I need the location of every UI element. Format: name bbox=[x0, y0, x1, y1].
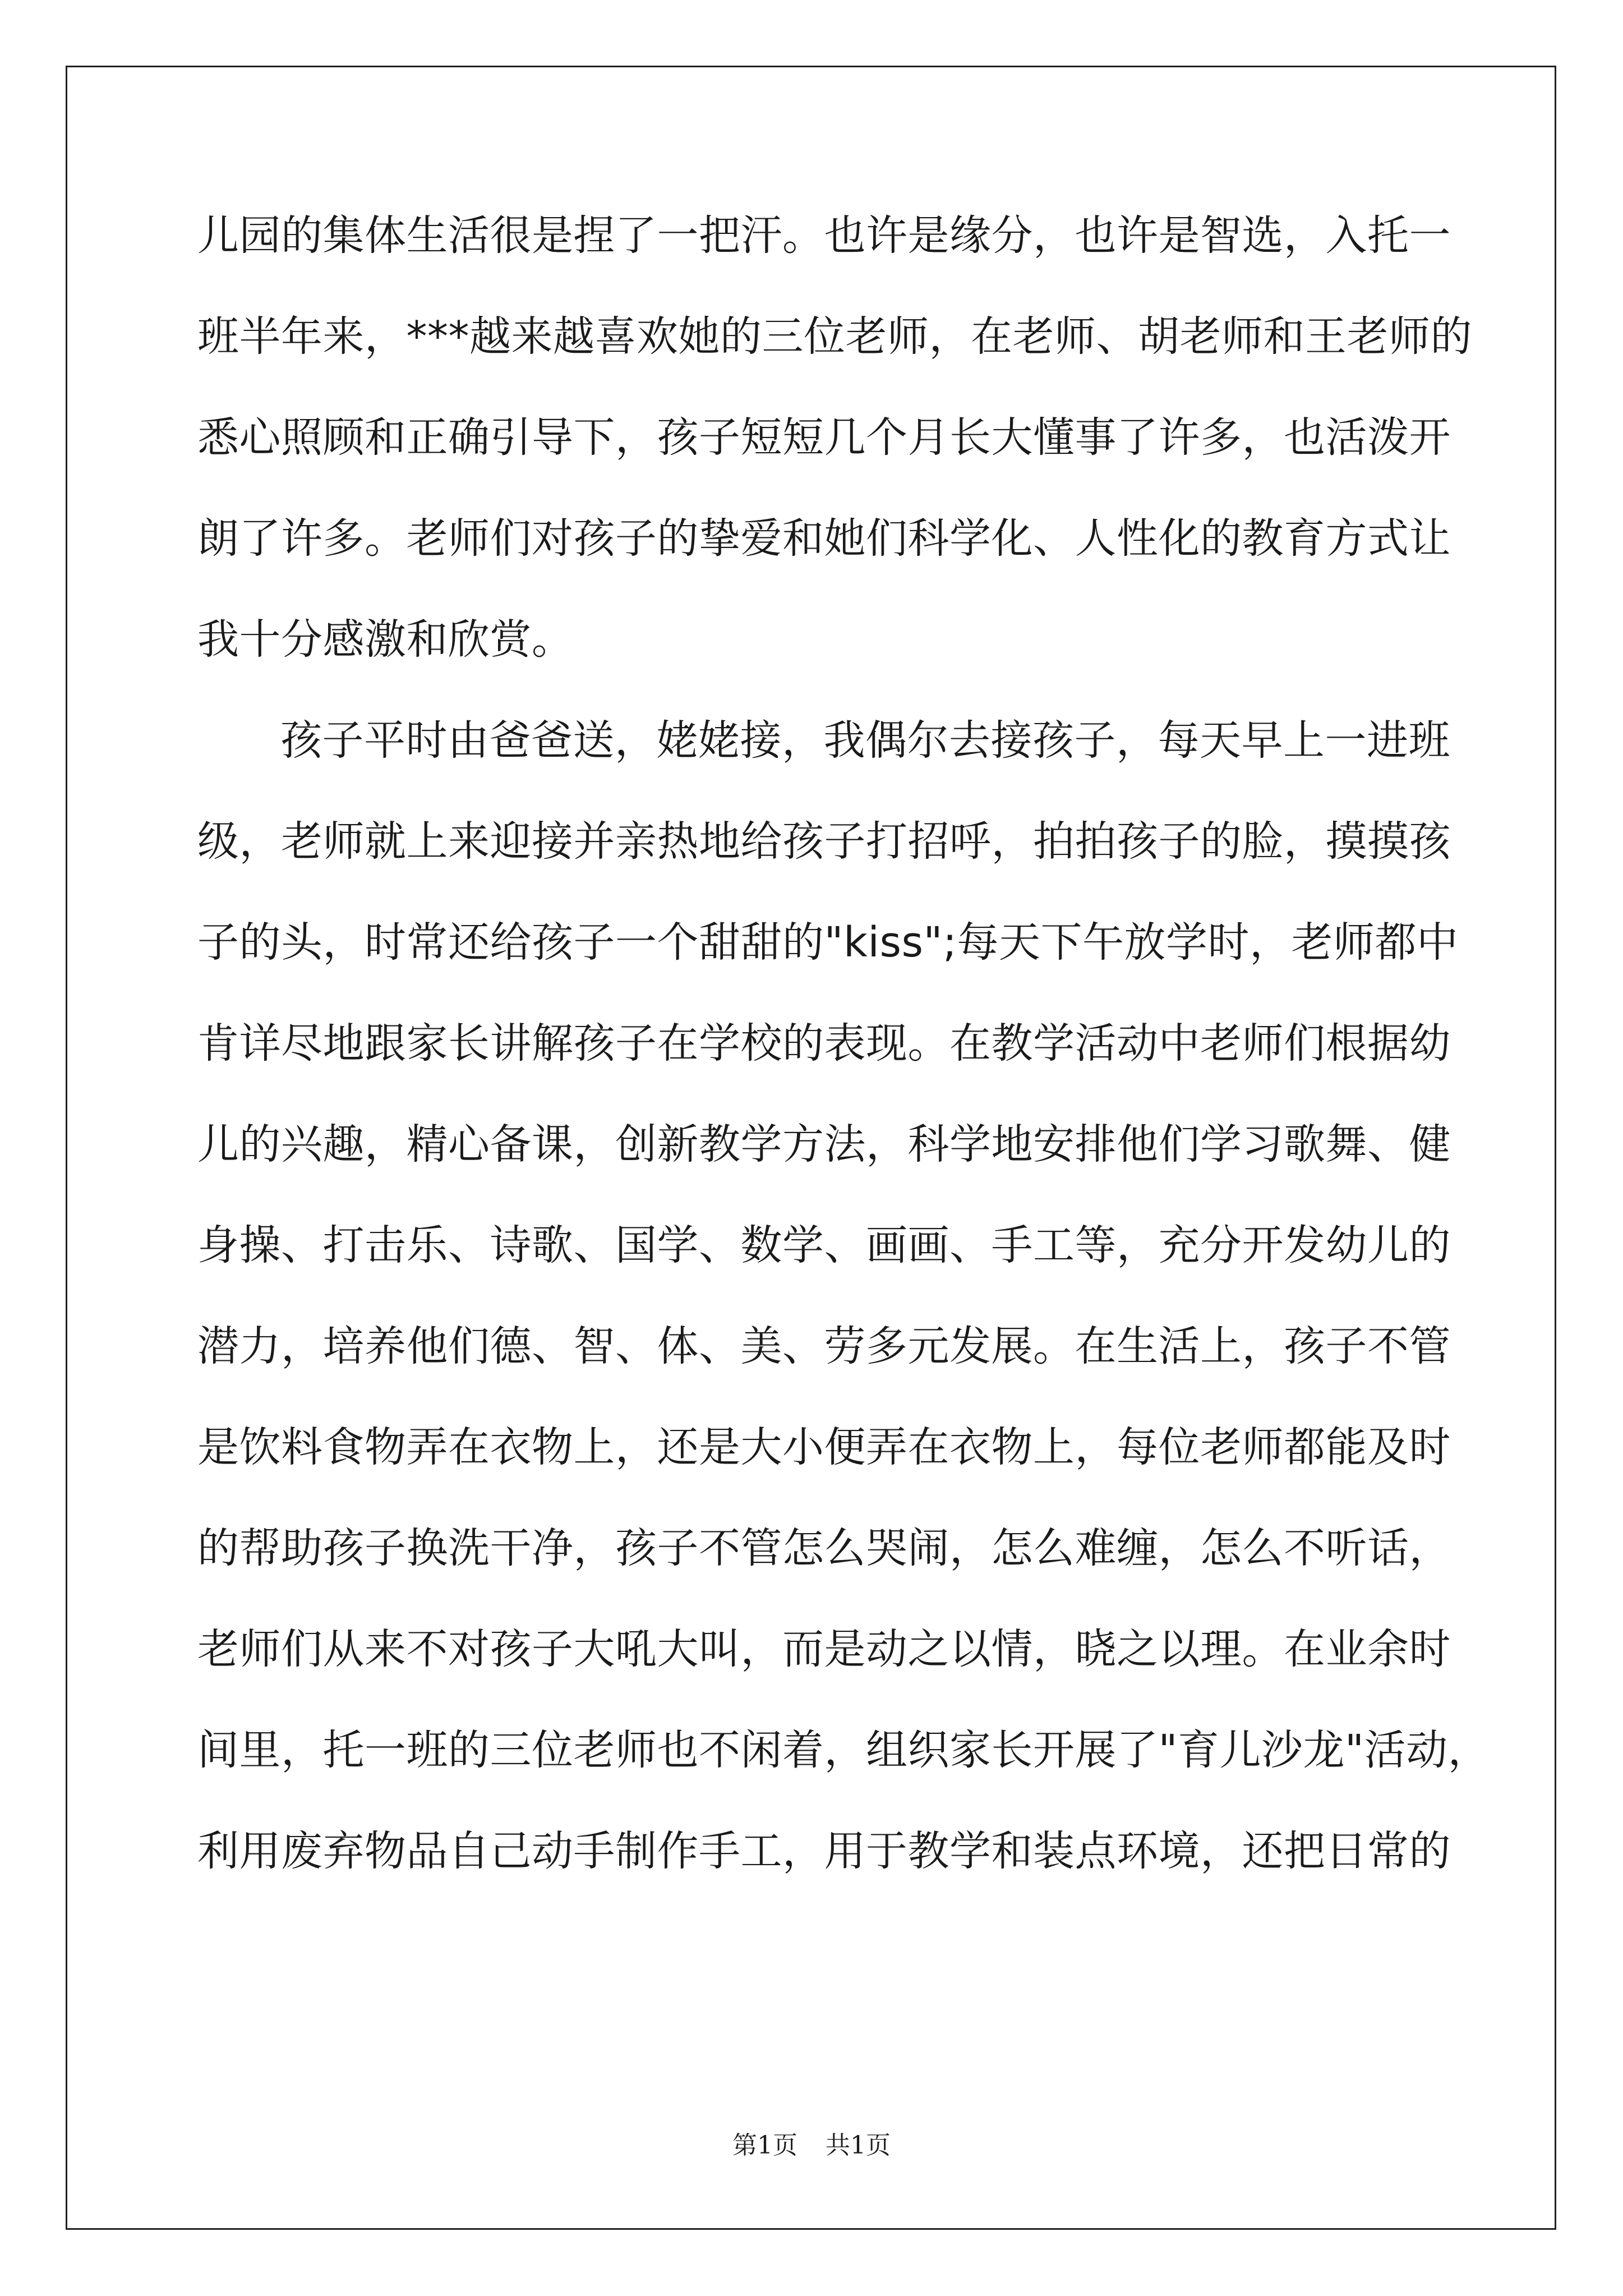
text-line: 是饮料食物弄在衣物上，还是大小便弄在衣物上，每位老师都能及时 bbox=[197, 1423, 1451, 1471]
text-line: 潜力，培养他们德、智、体、美、劳多元发展。在生活上，孩子不管 bbox=[197, 1322, 1451, 1370]
page-number: 第1页 bbox=[732, 2131, 797, 2160]
text-line: 利用废弃物品自己动手制作手工，用于教学和装点环境，还把日常的 bbox=[197, 1827, 1451, 1875]
text-line: 儿的兴趣，精心备课，创新教学方法，科学地安排他们学习歌舞、健 bbox=[197, 1120, 1451, 1168]
text-line: 级，老师就上来迎接并亲热地给孩子打招呼，拍拍孩子的脸，摸摸孩 bbox=[197, 817, 1451, 866]
text-line: 我十分感激和欣赏。 bbox=[197, 615, 574, 664]
text-line: 肯详尽地跟家长讲解孩子在学校的表现。在教学活动中老师们根据幼 bbox=[197, 1019, 1451, 1068]
text-line: 间里，托一班的三位老师也不闲着，组织家长开展了"育儿沙龙"活动， bbox=[197, 1726, 1490, 1774]
text-line: 班半年来，***越来越喜欢她的三位老师，在老师、胡老师和王老师的 bbox=[197, 312, 1472, 361]
text-line: 朗了许多。老师们对孩子的挚爱和她们科学化、人性化的教育方式让 bbox=[197, 514, 1451, 563]
text-line: 孩子平时由爸爸送，姥姥接，我偶尔去接孩子，每天早上一进班 bbox=[280, 716, 1450, 765]
page-footer bbox=[0, 2125, 1623, 2161]
text-line: 悉心照顾和正确引导下，孩子短短几个月长大懂事了许多，也活泼开 bbox=[197, 413, 1451, 462]
text-line: 的帮助孩子换洗干净，孩子不管怎么哭闹，怎么难缠，怎么不听话， bbox=[197, 1524, 1451, 1572]
text-line: 儿园的集体生活很是捏了一把汗。也许是缘分，也许是智选，入托一 bbox=[197, 211, 1451, 260]
document-body bbox=[197, 185, 1490, 1902]
text-line: 子的头，时常还给孩子一个甜甜的"kiss";每天下午放学时，老师都中 bbox=[197, 918, 1459, 967]
text-line: 身操、打击乐、诗歌、国学、数学、画画、手工等，充分开发幼儿的 bbox=[197, 1221, 1451, 1269]
page-total: 共1页 bbox=[826, 2131, 891, 2160]
text-line: 老师们从来不对孩子大吼大叫，而是动之以情，晓之以理。在业余时 bbox=[197, 1625, 1451, 1673]
